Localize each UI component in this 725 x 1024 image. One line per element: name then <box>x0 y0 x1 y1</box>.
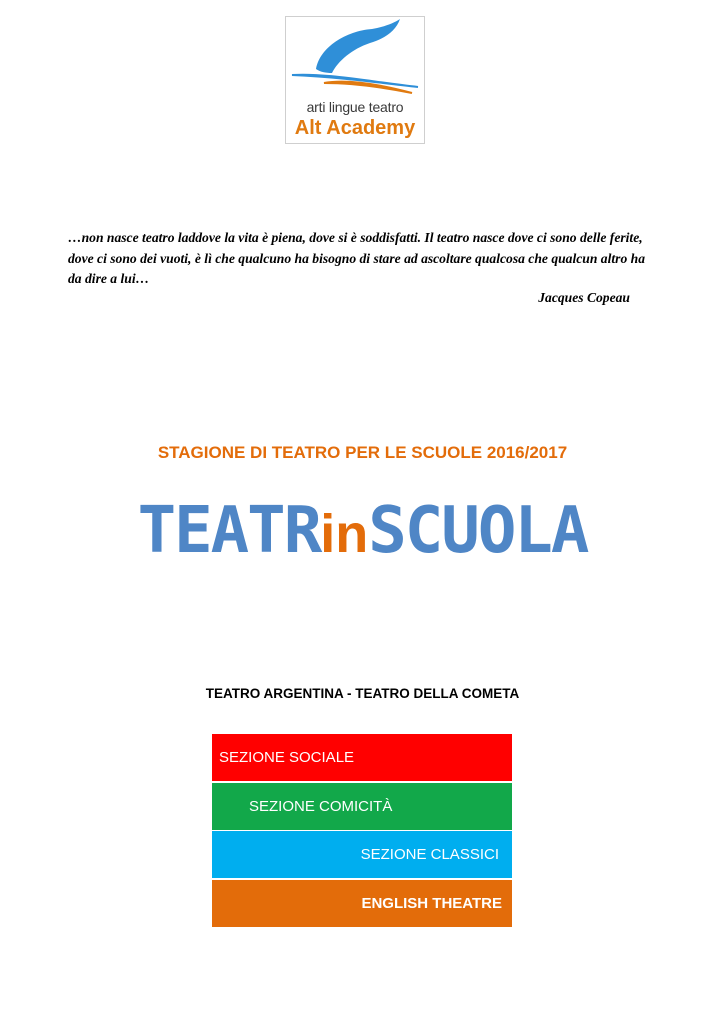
section-comicita <box>212 783 512 830</box>
sections-list <box>212 734 512 928</box>
section-label: SEZIONE COMICITÀ <box>249 797 393 815</box>
quote-author: Jacques Copeau <box>538 290 630 305</box>
wave-logo-icon <box>286 17 424 97</box>
section-label: SEZIONE CLASSICI <box>360 846 499 863</box>
section-sociale <box>212 734 512 781</box>
page-title <box>0 493 725 571</box>
logo-tagline: arti lingue teatro <box>306 99 404 115</box>
section-english-theatre <box>212 880 512 927</box>
title-part-scuola: SCUOLA <box>368 494 588 568</box>
section-label: ENGLISH THEATRE <box>361 894 502 912</box>
alt-academy-logo <box>285 16 425 144</box>
title-part-in: in <box>320 504 369 564</box>
logo-name: Alt Academy <box>294 117 416 139</box>
title-part-teatr: TEATR <box>137 494 321 568</box>
epigraph-quote: …non nasce teatro laddove la vita è piena, dove si è soddisfatti. Il teatro nasce dove ci sono delle ferite, dove ci sono dei vuoti, è lì che qualcuno ha bisogno di stare ad ascoltare qualcosa che qualcun altro ha da dire a lui… <box>68 230 646 286</box>
section-label: SEZIONE SOCIALE <box>219 749 355 766</box>
season-heading: STAGIONE DI TEATRO PER LE SCUOLE 2016/2017 <box>157 443 568 462</box>
venues-line: TEATRO ARGENTINA - TEATRO DELLA COMETA <box>205 686 520 701</box>
section-classici <box>212 831 512 878</box>
